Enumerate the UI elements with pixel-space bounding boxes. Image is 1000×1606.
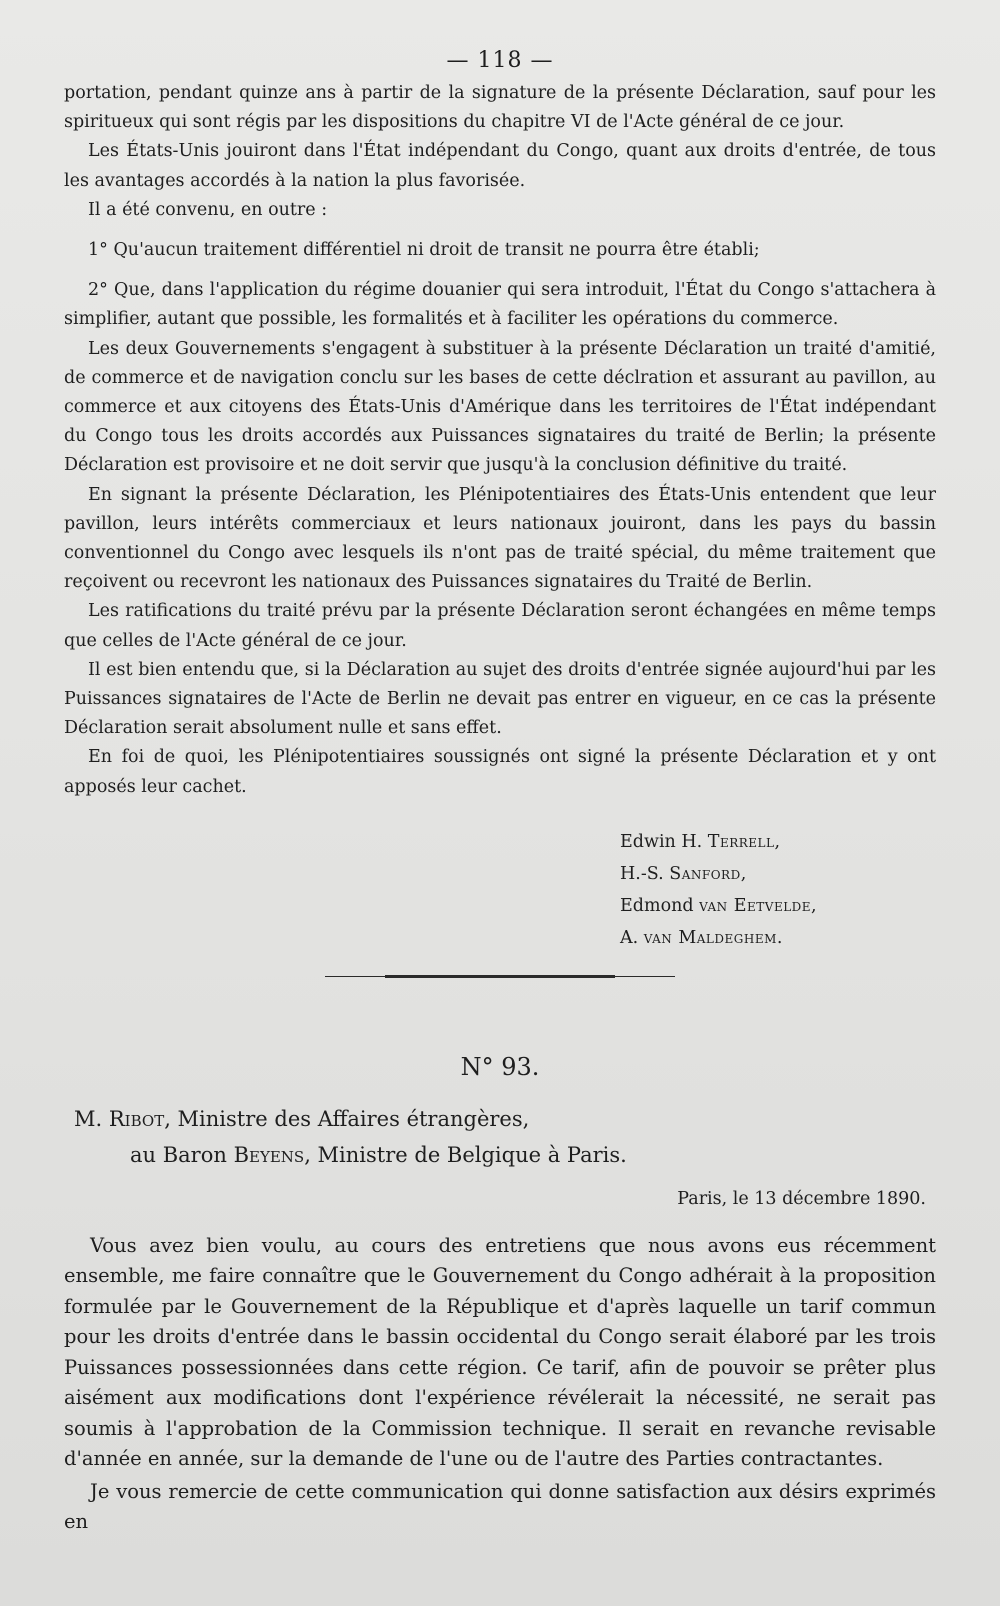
sender-prefix: M.: [74, 1106, 109, 1131]
signatory-last-name: Terrell,: [707, 831, 781, 852]
paragraph: portation, pendant quinze ans à partir de la signature de la présente Déclaration, sauf pour les spiritueux qui sont régis par les dispositions du chapitre VI de l'Acte général de ce jour.: [64, 83, 936, 133]
sender-name: Ribot: [108, 1106, 165, 1131]
signatory-last-name: van Maldeghem.: [643, 927, 783, 948]
signatory-last-name: van Eetvelde,: [699, 895, 818, 916]
section-divider: [325, 976, 675, 977]
paragraph: En foi de quoi, les Plénipotentiaires soussignés ont signé la présente Déclaration et y ont apposés leur cachet.: [64, 747, 936, 797]
paragraph: Les deux Gouvernements s'engagent à substituer à la présente Déclaration un traité d'amitié, de commerce et de navigation conclu sur les bases de cette déclration et assurant au pavillon, au commerce et aux citoyens des États-Unis d'Amérique dans les territoires de l'État indépendant du Congo tous les droits accordés aux Puissances signataires du traité de Berlin; la présente Déclaration est provisoire et ne doit servir que jusqu'à la conclusion définitive du traité.: [64, 338, 936, 476]
declaration-text: [64, 79, 936, 802]
paragraph: Vous avez bien voulu, au cours des entretiens que nous avons eus récemment ensemble, me faire connaître que le Gouvernement du Congo adhérait à la proposition formulée par le Gouvernement de la République et d'après laquelle un tarif commun pour les droits d'entrée dans le bassin occidental du Congo serait élaboré par les trois Puissances possessionnées dans cette région. Ce tarif, afin de pouvoir se prêter plus aisément aux modifications dont l'expérience révélerait la nécessité, ne serait pas soumis à l'approbation de la Commission technique. Il serait en revanche revisable d'année en année, sur la demande de l'une ou de l'autre des Parties contractantes.: [64, 1233, 936, 1471]
signatory-first-name: Edwin H.: [620, 831, 708, 852]
signatory-first-name: A.: [620, 927, 644, 948]
recipient-title: , Ministre de Belgique à Paris.: [304, 1142, 627, 1167]
paragraph: 1° Qu'aucun traitement différentiel ni droit de transit ne pourra être établi;: [88, 240, 760, 261]
signature-line: [620, 890, 936, 922]
signatory-first-name: H.-S.: [620, 863, 670, 884]
sender-title: , Ministre des Affaires étrangères,: [164, 1106, 530, 1131]
paragraph: 2° Que, dans l'application du régime douanier qui sera introduit, l'État du Congo s'attachera à simplifier, autant que possible, les formalités et à faciliter les opérations du commerce.: [64, 280, 936, 330]
paragraph: En signant la présente Déclaration, les Plénipotentiaires des États-Unis entendent que leur pavillon, leurs intérêts commerciaux et leurs nationaux jouiront, dans les pays du bassin conventionnel du Congo avec lesquels ils n'ont pas de traité spécial, du même traitement que reçoivent ou recevront les nationaux des Puissances signataires du Traité de Berlin.: [64, 484, 936, 593]
letter-sender: [74, 1107, 936, 1131]
letter-dateline: Paris, le 13 décembre 1890.: [677, 1188, 926, 1209]
letter-recipient: [130, 1143, 936, 1167]
letter-body: [64, 1231, 936, 1538]
signatory-last-name: Sanford,: [669, 863, 747, 884]
signature-line: [620, 922, 936, 954]
page-number: — 118 —: [446, 48, 554, 73]
document-number: N° 93.: [460, 1052, 540, 1081]
paragraph: Il a été convenu, en outre :: [88, 199, 328, 220]
signature-line: [620, 826, 936, 858]
paragraph: Je vous remercie de cette communication qui donne satisfaction aux désirs exprimés en: [64, 1479, 936, 1534]
signature-line: [620, 858, 936, 890]
paragraph: Les États-Unis jouiront dans l'État indépendant du Congo, quant aux droits d'entrée, de tous les avantages accordés à la nation la plus favorisée.: [64, 141, 936, 191]
paragraph: Les ratifications du traité prévu par la présente Déclaration seront échangées en même temps que celles de l'Acte général de ce jour.: [64, 601, 936, 651]
signatory-first-name: Edmond: [620, 895, 700, 916]
paragraph: Il est bien entendu que, si la Déclaration au sujet des droits d'entrée signée aujourd'hui par les Puissances signataires de l'Acte de Berlin ne devait pas entrer en vigueur, en ce cas la présente Déclaration serait absolument nulle et sans effet.: [64, 659, 936, 739]
recipient-prefix: au Baron: [130, 1142, 234, 1167]
recipient-name: Beyens: [233, 1142, 305, 1167]
signature-block: [620, 826, 936, 954]
